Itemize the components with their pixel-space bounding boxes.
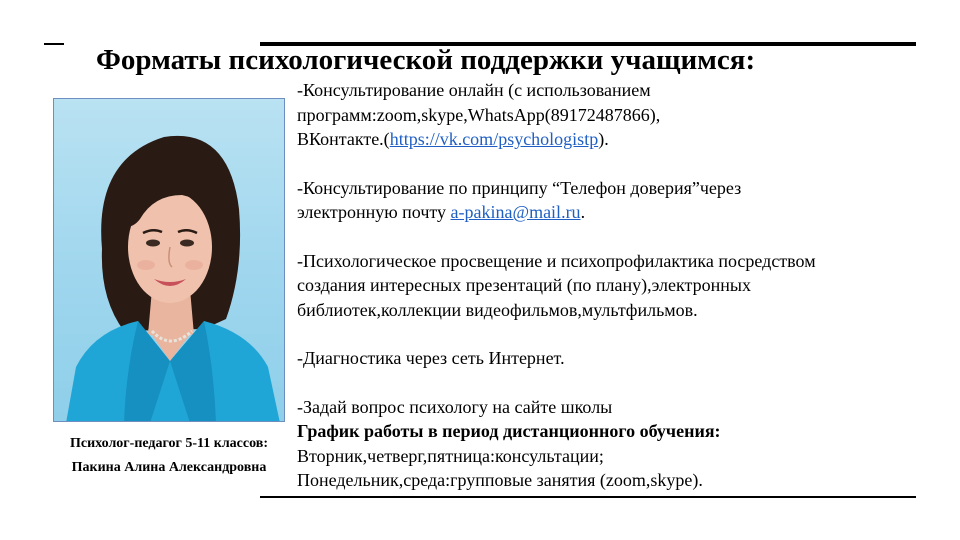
caption-role: Психолог-педагог 5-11 классов:	[70, 436, 268, 451]
top-left-dash	[44, 43, 64, 45]
email-suffix: .	[580, 202, 586, 222]
vk-prefix: ВКонтакте.(	[297, 129, 390, 149]
item-online-line2: программ:zoom,skype,WhatsApp(89172487866),	[297, 104, 661, 125]
bottom-rule	[260, 496, 916, 498]
item-helpline-line2	[297, 200, 922, 225]
item-education	[297, 249, 922, 323]
item-education-line2: создания интересных презентаций (по плану),электронных	[297, 275, 751, 295]
vk-suffix: ).	[598, 129, 609, 149]
item-helpline-line1: -Консультирование по принципу “Телефон доверия”через	[297, 177, 742, 198]
item-online-line1: -Консультирование онлайн (с использованием	[297, 80, 651, 100]
schedule-line1: Вторник,четверг,пятница:консультации;	[297, 445, 604, 466]
item-helpline	[297, 176, 922, 225]
vk-link[interactable]: https://vk.com/psychologistp	[389, 129, 599, 149]
item-online-line3	[297, 127, 922, 152]
photo-caption	[40, 432, 298, 480]
psychologist-photo	[53, 98, 285, 422]
support-formats-list	[297, 78, 922, 493]
schedule-heading: График работы в период дистанционного обучения:	[297, 421, 721, 441]
slide-title: Форматы психологической поддержки учащимся:	[96, 44, 756, 76]
schedule-line2: Понедельник,среда:групповые занятия (zoom,skype).	[297, 470, 703, 490]
email-link[interactable]: a-pakina@mail.ru	[450, 202, 581, 222]
item-ask-question: -Задай вопрос психологу на сайте школы	[297, 396, 613, 417]
item-education-line3: библиотек,коллекции видеофильмов,мультфильмов.	[297, 299, 698, 320]
item-online-consulting	[297, 78, 922, 152]
caption-name: Пакина Алина Александровна	[71, 460, 267, 475]
item-diagnostics: -Диагностика через сеть Интернет.	[297, 348, 565, 368]
item-education-line1: -Психологическое просвещение и психопрофилактика посредством	[297, 250, 816, 271]
email-prefix: электронную почту	[297, 202, 451, 222]
